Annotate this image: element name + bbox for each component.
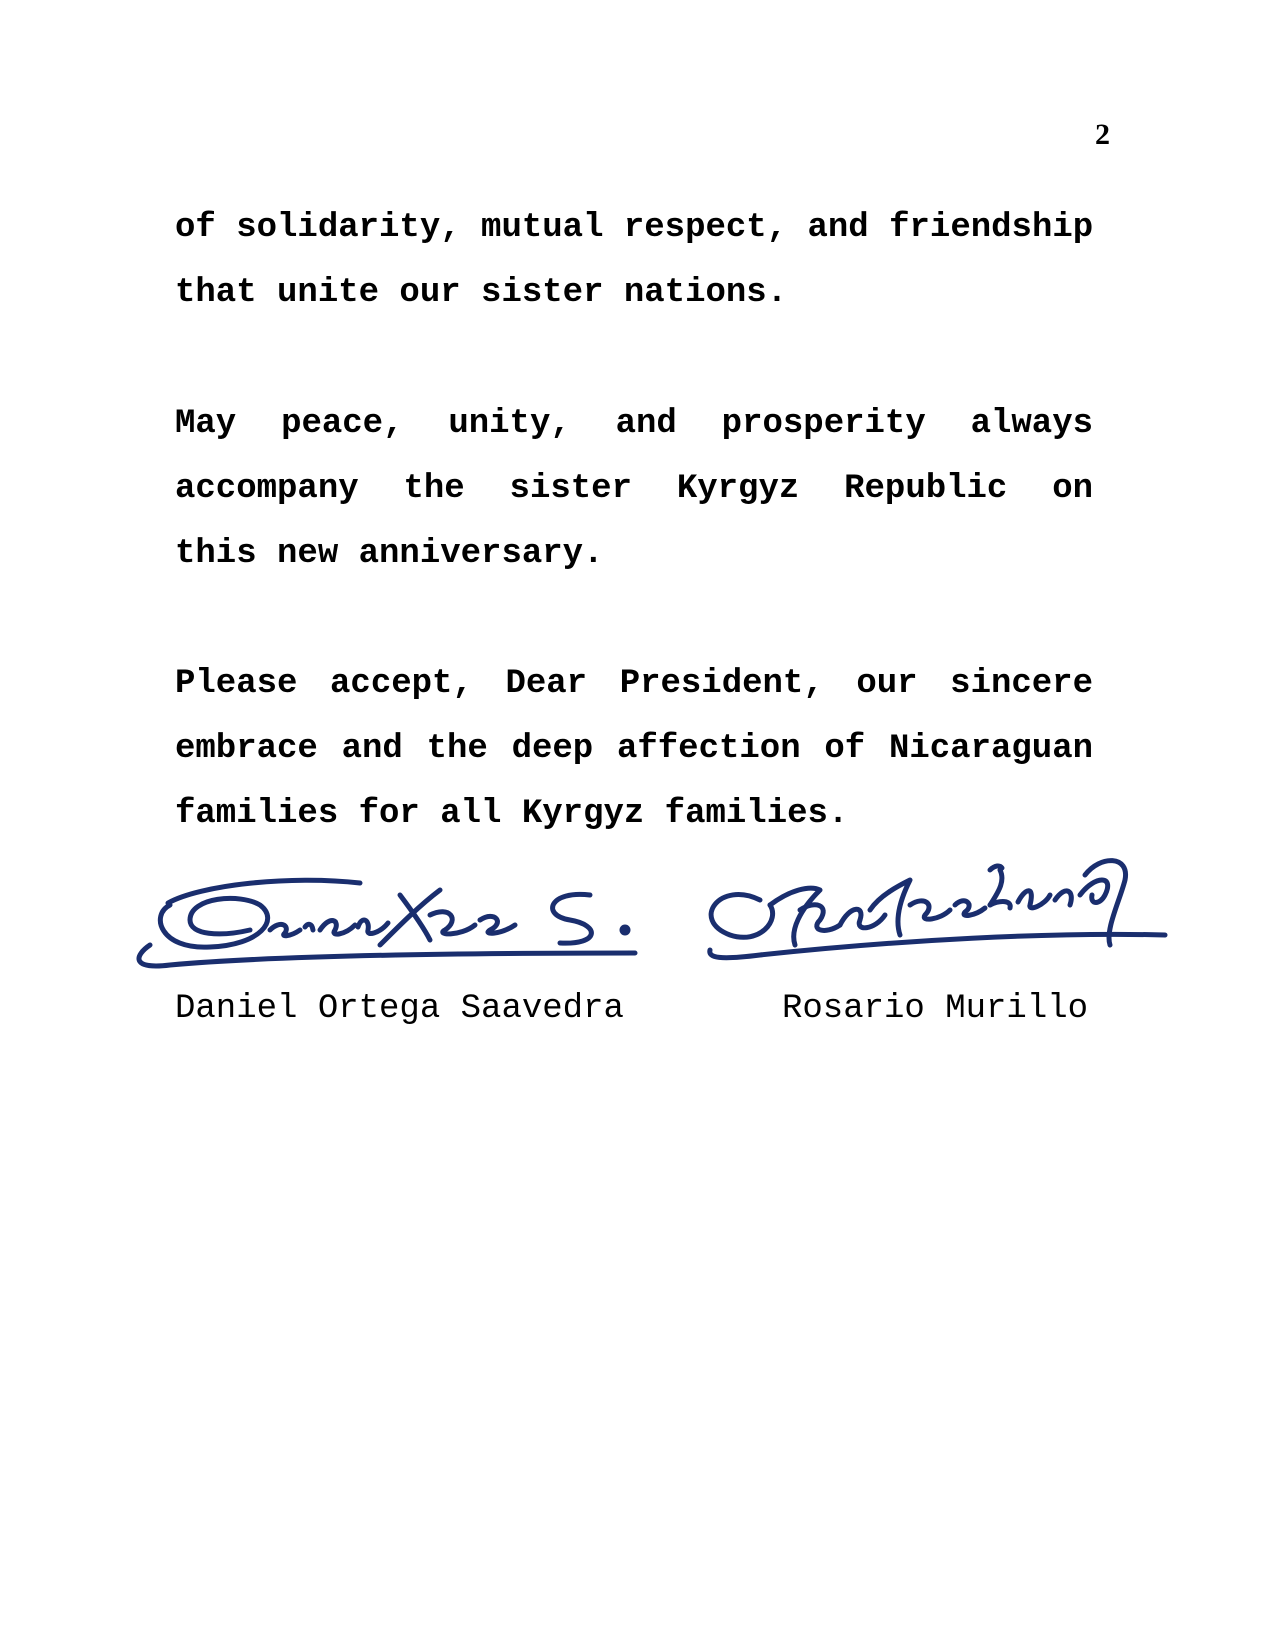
paragraph-line: that unite our sister nations. — [175, 274, 788, 312]
signer-name-ortega: Daniel Ortega Saavedra — [175, 990, 624, 1028]
paragraph-line: families for all Kyrgyz families. — [175, 795, 849, 833]
paragraph-line: May peace, unity, and prosperity always — [175, 405, 1093, 443]
paragraph-line: Please accept, Dear President, our sincere — [175, 665, 1093, 703]
page-number: 2 — [1095, 118, 1110, 151]
paragraph-line: embrace and the deep affection of Nicaraguan — [175, 730, 1093, 768]
paragraph-closing-embrace — [175, 652, 1093, 847]
paragraph-peace-wishes — [175, 392, 1093, 587]
paragraph-line: this new anniversary. — [175, 535, 604, 573]
paragraph-line: accompany the sister Kyrgyz Republic on — [175, 470, 1093, 508]
signature-murillo — [700, 850, 1170, 1000]
paragraph-solidarity — [175, 196, 1093, 326]
paragraph-line: of solidarity, mutual respect, and friendship — [175, 209, 1094, 247]
signer-name-murillo: Rosario Murillo — [782, 990, 1089, 1028]
signature-ortega — [130, 875, 670, 1000]
